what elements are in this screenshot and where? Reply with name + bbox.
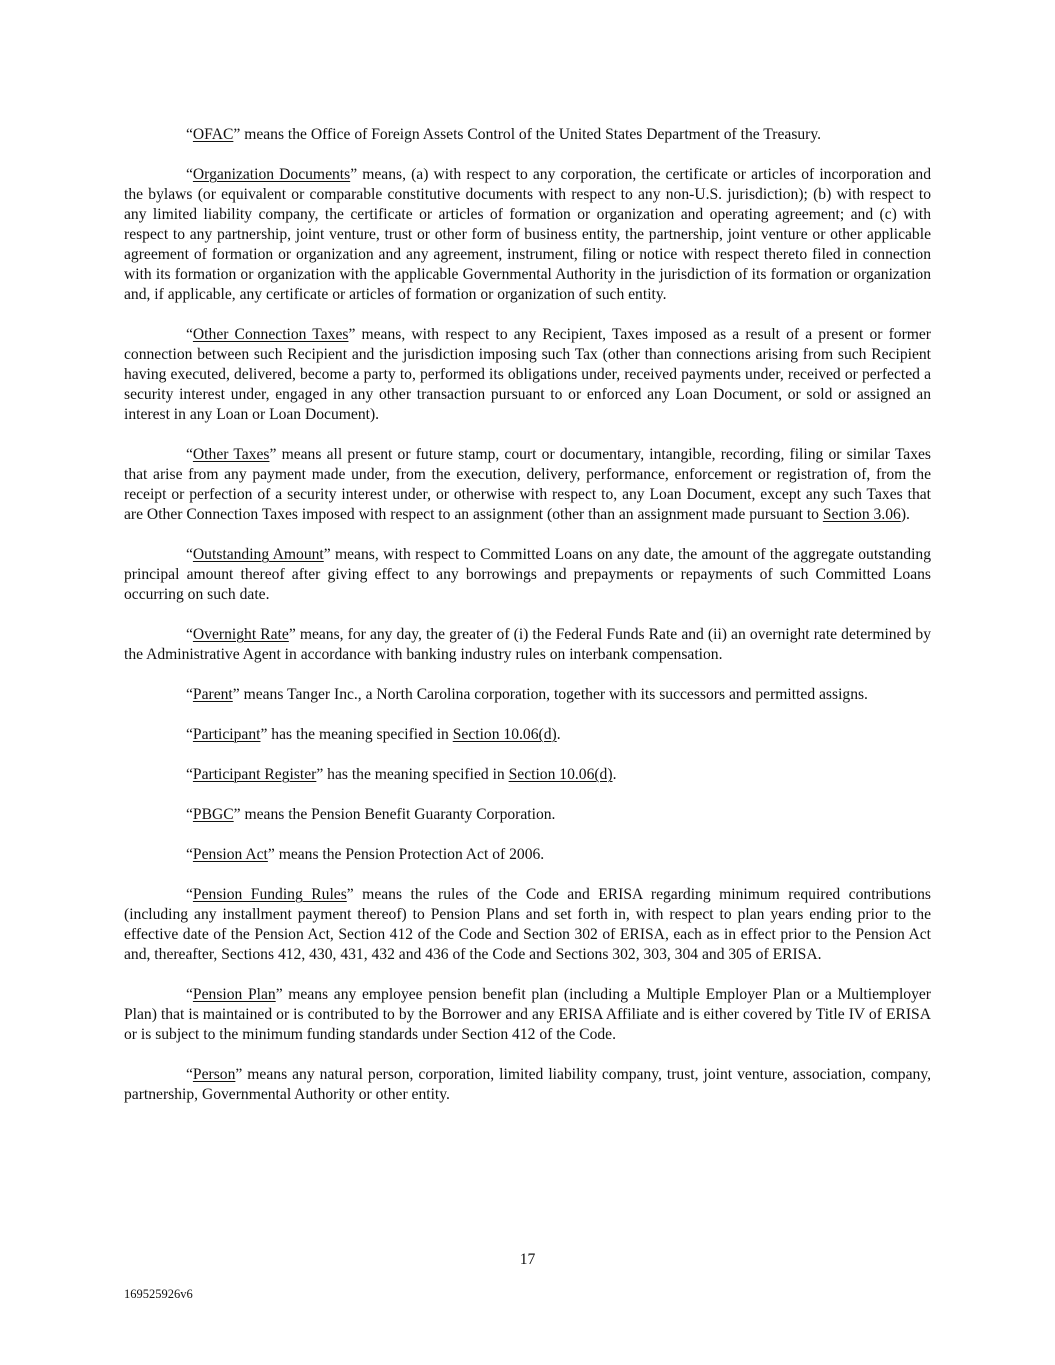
defined-term: Overnight Rate: [192, 626, 289, 643]
page-number: 17: [519, 1251, 536, 1268]
defined-term: Organization Documents: [192, 166, 351, 183]
definition-organization-documents: “Organization Documents” means, (a) with respect to any corporation, the certificate or articles of incorporation and the bylaws (or equivalent or comparable constitutive documents with respect to any non-U.S. jurisdiction); (b) with respect to any limited liability company, the certificate or articles of formation or organization and operating agreement; and (c) with respect to any partnership, joint venture, trust or other form of business entity, the partnership, joint venture or other applicable agreement of formation or organization and any agreement, instrument, filing or notice with respect thereto filed in connection with its formation or organization with the applicable Governmental Authority in the jurisdiction of its formation or organization and, if applicable, any certificate or articles of formation or organization of such entity.: [124, 166, 931, 303]
definition-other-connection-taxes: “Other Connection Taxes” means, with respect to any Recipient, Taxes imposed as a result of a present or former connection between such Recipient and the jurisdiction imposing such Tax (other than connections arising from such Recipient having executed, delivered, become a party to, performed its obligations under, received payments under, received or perfected a security interest under, engaged in any other transaction pursuant to or enforced any Loan Document, or sold or assigned an interest in any Loan or Loan Document).: [124, 326, 931, 423]
definition-pbgc: “PBGC” means the Pension Benefit Guaranty Corporation.: [186, 806, 556, 823]
defined-term: OFAC: [192, 126, 234, 143]
defined-term: Pension Funding Rules: [192, 886, 347, 903]
definition-participant-register: “Participant Register” has the meaning specified in Section 10.06(d).: [186, 766, 617, 783]
defined-term: Participant: [192, 726, 261, 743]
defined-term: Other Connection Taxes: [192, 326, 349, 343]
defined-term: Person: [192, 1066, 236, 1083]
document-id: 169525926v6: [124, 1287, 193, 1301]
section-reference: Section 10.06(d): [452, 726, 557, 743]
defined-term: Pension Act: [192, 846, 268, 863]
defined-term: Pension Plan: [192, 986, 276, 1003]
definition-pension-plan: “Pension Plan” means any employee pension benefit plan (including a Multiple Employer Plan or a Multiemployer Plan) that is maintained or is contributed to by the Borrower and any ERISA Affiliate and is either covered by Title IV of ERISA or is subject to the minimum funding standards under Section 412 of the Code.: [124, 986, 931, 1043]
definition-pension-funding-rules: “Pension Funding Rules” means the rules of the Code and ERISA regarding minimum required contributions (including any installment payment thereof) to Pension Plans and set forth in, with respect to plan years ending prior to the effective date of the Pension Act, Section 412 of the Code and Section 302 of ERISA, each as in effect prior to the Pension Act and, thereafter, Sections 412, 430, 431, 432 and 436 of the Code and Sections 302, 303, 304 and 305 of ERISA.: [124, 886, 931, 963]
definition-overnight-rate: “Overnight Rate” means, for any day, the greater of (i) the Federal Funds Rate and (ii) an overnight rate determined by the Administrative Agent in accordance with banking industry rules on interbank compensation.: [124, 626, 932, 663]
defined-term: Other Taxes: [192, 446, 270, 463]
defined-term: PBGC: [192, 806, 234, 823]
section-reference: Section 3.06: [822, 506, 901, 523]
definition-person: “Person” means any natural person, corporation, limited liability company, trust, joint venture, association, company, partnership, Governmental Authority or other entity.: [124, 1066, 931, 1103]
definition-participant: “Participant” has the meaning specified in Section 10.06(d).: [186, 726, 561, 743]
definition-outstanding-amount: “Outstanding Amount” means, with respect to Committed Loans on any date, the amount of the aggregate outstanding principal amount thereof after giving effect to any borrowings and prepayments or repayments of such Committed Loans occurring on such date.: [124, 546, 931, 603]
definition-pension-act: “Pension Act” means the Pension Protection Act of 2006.: [186, 846, 545, 863]
definition-parent: “Parent” means Tanger Inc., a North Carolina corporation, together with its successors and permitted assigns.: [186, 686, 868, 703]
defined-term: Outstanding Amount: [192, 546, 324, 563]
document-body: [124, 125, 931, 1125]
definition-other-taxes: “Other Taxes” means all present or future stamp, court or documentary, intangible, recording, filing or similar Taxes that arise from any payment made under, from the execution, delivery, performance, enforcement or registration of, from the receipt or perfection of a security interest under, or otherwise with respect to, any Loan Document, except any such Taxes that are Other Connection Taxes imposed with respect to an assignment (other than an assignment made pursuant to Section 3.06).: [124, 446, 932, 523]
definition-ofac: “OFAC” means the Office of Foreign Assets Control of the United States Department of the Treasury.: [186, 126, 822, 143]
defined-term: Participant Register: [192, 766, 317, 783]
section-reference: Section 10.06(d): [508, 766, 613, 783]
defined-term: Parent: [192, 686, 233, 703]
